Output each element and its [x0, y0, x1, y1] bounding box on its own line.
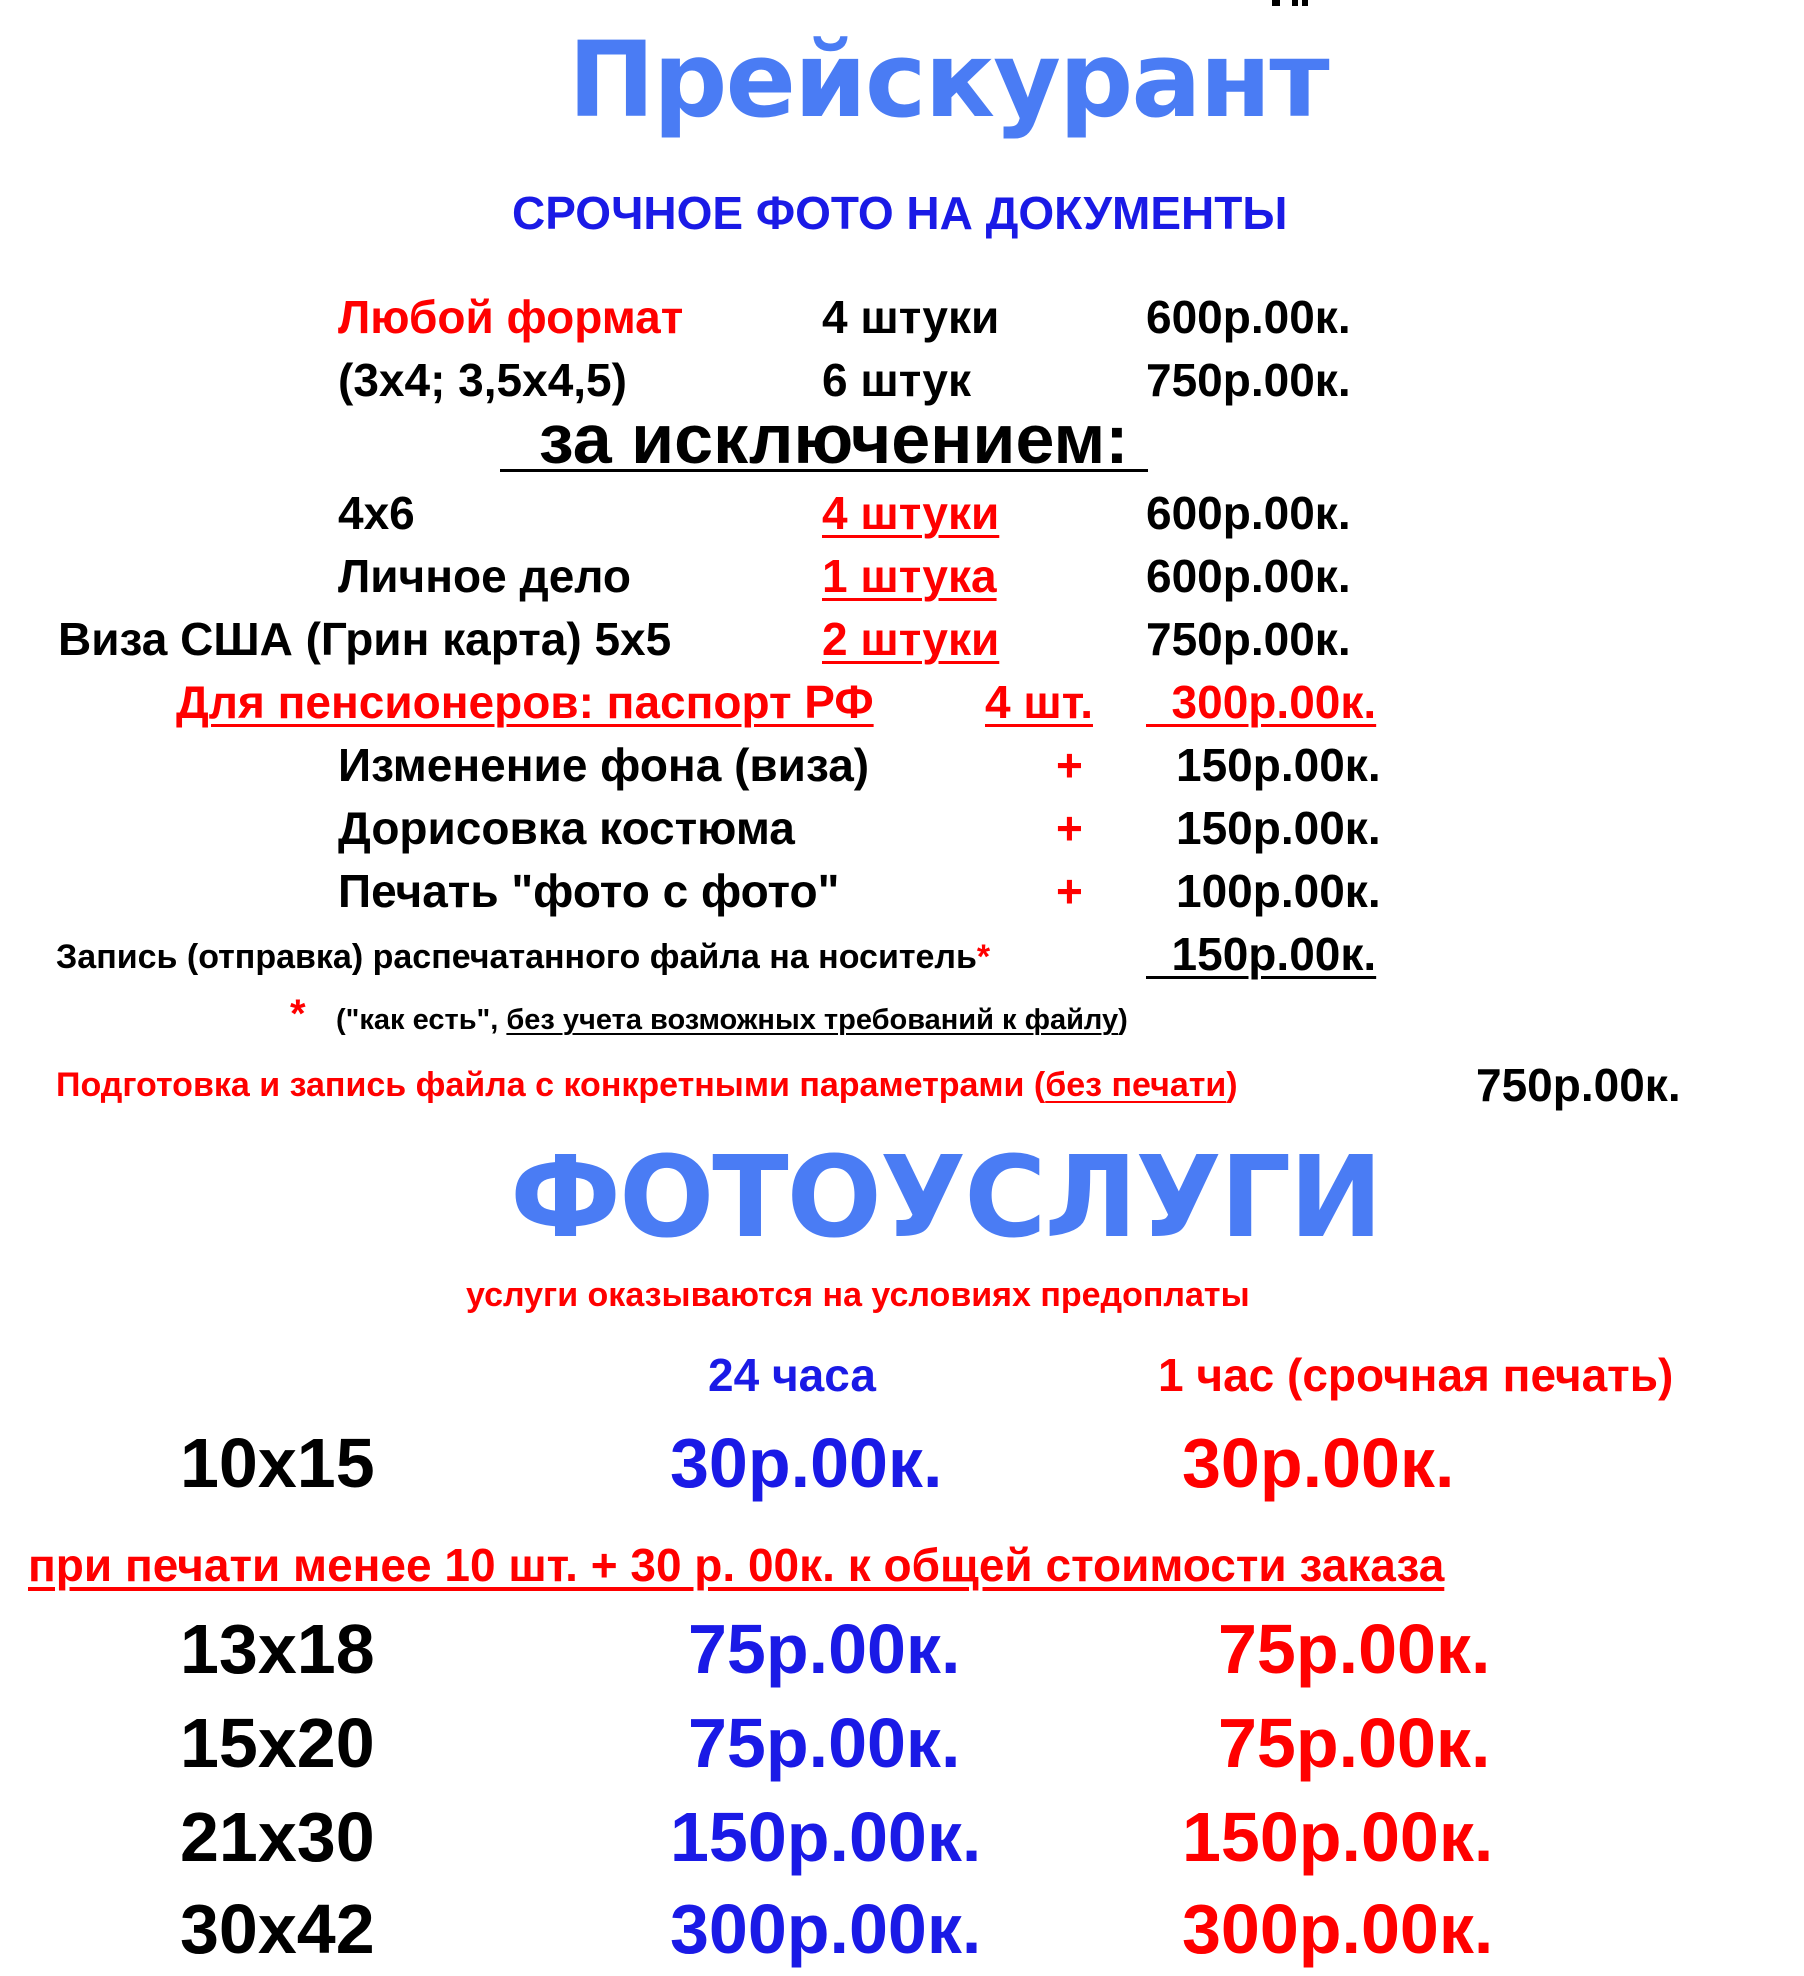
plus-icon: + — [1056, 865, 1083, 917]
photo-price-24h: 30р.00к. — [670, 1424, 943, 1502]
section-title-photo-services: ФОТОУСЛУГИ — [510, 1133, 1381, 1263]
doc-row5-price: 750р.00к. — [1146, 613, 1351, 665]
photo-price-24h: 75р.00к. — [688, 1704, 961, 1782]
cropped-text-fragment — [1270, 0, 1310, 8]
doc-row1-qty: 4 штуки — [822, 291, 1000, 343]
photo-price-24h: 150р.00к. — [670, 1798, 982, 1876]
doc-row10-price: 150р.00к. — [1146, 928, 1377, 980]
photo-price-1h: 150р.00к. — [1182, 1798, 1494, 1876]
photo-size: 21х30 — [180, 1798, 375, 1876]
doc-row7-price: 150р.00к. — [1176, 739, 1381, 791]
photo-size: 10х15 — [180, 1424, 375, 1502]
doc-row2-qty: 6 штук — [822, 354, 971, 406]
doc-row2-price: 750р.00к. — [1146, 354, 1351, 406]
footnote-underlined: без учета возможных требований к файлу — [506, 1004, 1119, 1036]
doc-row4-name: Личное дело — [338, 550, 632, 602]
doc-row5-qty: 2 штуки — [822, 613, 1000, 665]
doc-row11-pre: Подготовка и запись файла с конкретными параметрами ( — [56, 1066, 1046, 1104]
doc-row10-label: Запись (отправка) распечатанного файла на носитель — [56, 938, 977, 976]
photo-size: 13х18 — [180, 1610, 375, 1688]
doc-row11-price: 750р.00к. — [1476, 1059, 1681, 1111]
footnote-pre: ("как есть", — [336, 1004, 507, 1036]
prepayment-note: услуги оказываются на условиях предоплаты — [466, 1276, 1250, 1314]
doc-row6-qty: 4 шт. — [985, 676, 1093, 728]
photo-size: 30х42 — [180, 1890, 375, 1968]
column-header-24h: 24 часа — [708, 1349, 876, 1401]
doc-row6-price: 300р.00к. — [1146, 676, 1377, 728]
plus-icon: + — [1056, 739, 1083, 791]
doc-row11-name — [56, 1068, 1238, 1102]
doc-row8-price: 150р.00к. — [1176, 802, 1381, 854]
page-title: Прейскурант — [568, 19, 1328, 141]
photo-size: 15х20 — [180, 1704, 375, 1782]
photo-price-1h: 75р.00к. — [1218, 1704, 1491, 1782]
doc-row8-name: Дорисовка костюма — [338, 802, 795, 854]
doc-row7-name: Изменение фона (виза) — [338, 739, 870, 791]
footnote-post: ) — [1118, 1004, 1128, 1036]
doc-row11-post: ) — [1226, 1066, 1238, 1104]
doc-row3-name: 4х6 — [338, 487, 415, 539]
asterisk-icon: * — [976, 938, 991, 976]
column-header-1h: 1 час (срочная печать) — [1158, 1349, 1674, 1401]
doc-row10-name — [56, 940, 990, 974]
doc-row4-price: 600р.00к. — [1146, 550, 1351, 602]
photo-price-1h: 30р.00к. — [1182, 1424, 1455, 1502]
doc-row3-price: 600р.00к. — [1146, 487, 1351, 539]
doc-row2-name: (3х4; 3,5х4,5) — [338, 354, 627, 406]
doc-row6-name: Для пенсионеров: паспорт РФ — [176, 676, 874, 728]
doc-row11-underlined: без печати — [1045, 1066, 1227, 1104]
asterisk-icon: * — [290, 992, 306, 1036]
plus-icon: + — [1056, 802, 1083, 854]
exceptions-heading: за исключением: — [500, 400, 1149, 478]
doc-row5-name: Виза США (Грин карта) 5х5 — [58, 613, 672, 665]
doc-row1-price: 600р.00к. — [1146, 291, 1351, 343]
doc-row4-qty: 1 штука — [822, 550, 997, 602]
section-subtitle-documents: СРОЧНОЕ ФОТО НА ДОКУМЕНТЫ — [512, 187, 1288, 239]
doc-row9-price: 100р.00к. — [1176, 865, 1381, 917]
photo-price-1h: 75р.00к. — [1218, 1610, 1491, 1688]
footnote-text — [336, 1006, 1128, 1035]
photo-price-1h: 300р.00к. — [1182, 1890, 1494, 1968]
doc-row9-name: Печать "фото с фото" — [338, 865, 840, 917]
photo-price-24h: 75р.00к. — [688, 1610, 961, 1688]
surcharge-note: при печати менее 10 шт. + 30 р. 00к. к общей стоимости заказа — [28, 1539, 1445, 1591]
doc-row3-qty: 4 штуки — [822, 487, 1000, 539]
doc-row1-name: Любой формат — [338, 291, 684, 343]
photo-price-24h: 300р.00к. — [670, 1890, 982, 1968]
